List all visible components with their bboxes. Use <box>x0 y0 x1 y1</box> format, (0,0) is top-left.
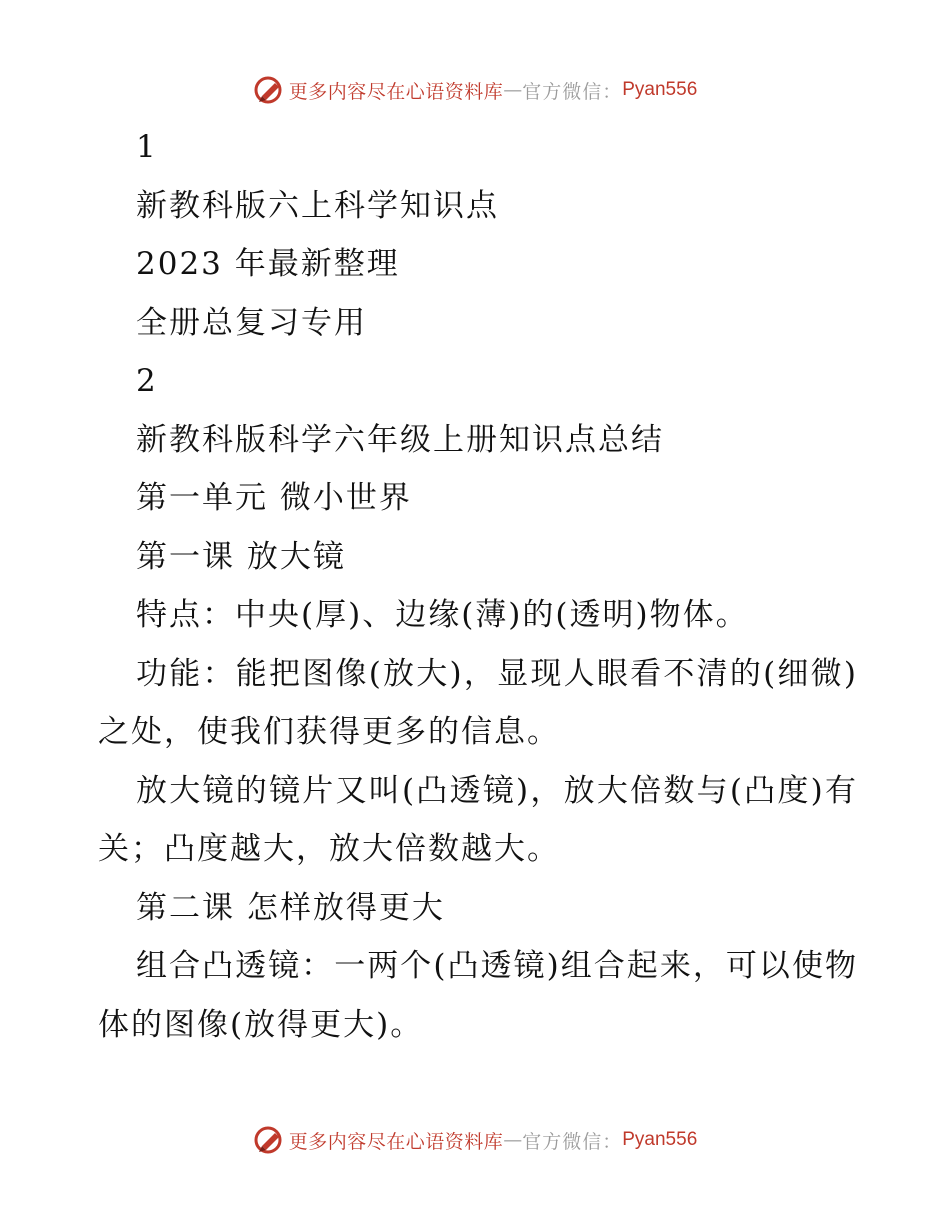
banner-wechat-label: 官方微信： <box>522 80 623 103</box>
header-watermark <box>0 70 950 110</box>
lesson-heading: 第一课 放大镜 <box>136 538 346 575</box>
document-purpose: 全册总复习专用 <box>136 304 367 341</box>
section-title: 新教科版科学六年级上册知识点总结 <box>136 421 664 458</box>
banner-site-text: 更多内容尽在心语资料库 <box>288 1130 504 1153</box>
document-title: 新教科版六上科学知识点 <box>136 187 499 224</box>
text-paragraph: 功能：能把图像(放大)，显现人眼看不清的(细微)之处，使我们获得更多的信息。 <box>98 655 858 750</box>
unit-heading: 第一单元 微小世界 <box>136 480 412 516</box>
footer-watermark <box>0 1120 950 1160</box>
banner-separator: — <box>503 79 523 101</box>
page-number: 1 <box>136 129 158 165</box>
text-paragraph: 组合凸透镜：一两个(凸透镜)组合起来，可以使物体的图像(放得更大)。 <box>98 948 858 1043</box>
banner-separator: — <box>503 1129 523 1151</box>
document-subtitle: 2023 年最新整理 <box>136 246 400 282</box>
text-line: 特点：中央(厚)、边缘(薄)的(透明)物体。 <box>136 597 749 633</box>
lesson-heading: 第二课 怎样放得更大 <box>136 889 445 926</box>
banner-site-text: 更多内容尽在心语资料库 <box>288 80 504 103</box>
page-number: 2 <box>136 363 158 399</box>
pen-logo-icon <box>253 1124 285 1156</box>
document-body <box>98 118 858 1054</box>
text-paragraph: 放大镜的镜片又叫(凸透镜)，放大倍数与(凸度)有关；凸度越大，放大倍数越大。 <box>98 772 858 867</box>
banner-wechat-label: 官方微信： <box>522 1130 623 1153</box>
banner-wechat-id: Pyan556 <box>622 1129 698 1150</box>
pen-logo-icon <box>253 74 285 106</box>
banner-wechat-id: Pyan556 <box>622 79 698 100</box>
